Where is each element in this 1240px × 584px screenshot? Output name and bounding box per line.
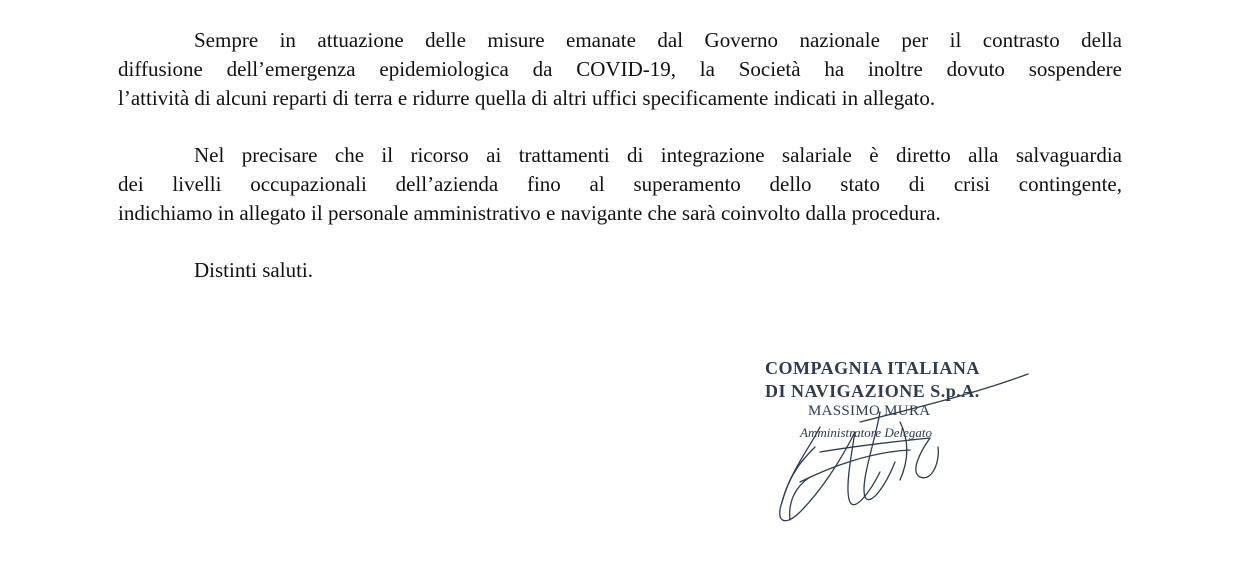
stamp-signatory-name: MASSIMO MURA xyxy=(808,403,931,419)
company-stamp xyxy=(760,352,1060,552)
stamp-signatory-role: Amministratore Delegato xyxy=(800,425,933,440)
stamp-company-name-line-1: COMPAGNIA ITALIANA xyxy=(765,358,980,378)
paragraph-2-line-2: dei livelli occupazionali dell’azienda fino al superamento dello stato di crisi contingente, xyxy=(118,172,1122,196)
paragraph-1-line-2: diffusione dell’emergenza epidemiologica da COVID-19, la Società ha inoltre dovuto sospendere xyxy=(118,57,1122,81)
paragraph-2-line-3: indichiamo in allegato il personale amministrativo e navigante che sarà coinvolto dalla procedura. xyxy=(118,201,941,225)
paragraph-2 xyxy=(118,141,1122,228)
paragraph-2-line-1: Nel precisare che il ricorso ai trattamenti di integrazione salariale è diretto alla salvaguardia xyxy=(194,143,1122,167)
paragraph-1-line-3: l’attività di alcuni reparti di terra e ridurre quella di altri uffici specificamente indicati in allegato. xyxy=(118,86,936,110)
paragraph-1-line-1: Sempre in attuazione delle misure emanate dal Governo nazionale per il contrasto della xyxy=(194,28,1122,52)
closing-salutation: Distinti saluti. xyxy=(194,258,314,282)
paragraph-1 xyxy=(118,26,1122,113)
stamp-company-name-line-2: DI NAVIGAZIONE S.p.A. xyxy=(765,381,980,401)
